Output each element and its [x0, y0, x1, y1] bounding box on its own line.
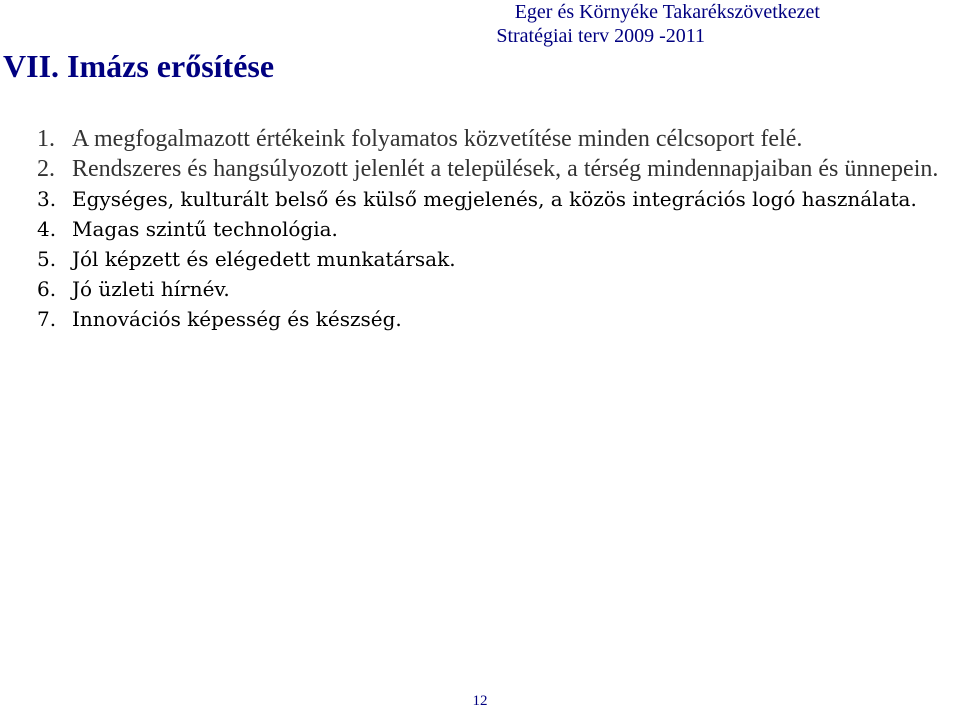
list-item-number: 6.	[37, 277, 57, 301]
list-item-text: Magas szintű technológia.	[72, 217, 338, 241]
list-item-text: Rendszeres és hangsúlyozott jelenlét a települések, a térség mindennapjaiban és ünnepein.	[72, 156, 939, 182]
list-item-text: A megfogalmazott értékeink folyamatos közvetítése minden célcsoport felé.	[72, 126, 803, 152]
section-heading: VII. Imázs erősítése	[3, 48, 275, 84]
list-item-number: 7.	[37, 307, 57, 331]
list-item	[37, 124, 960, 154]
list-item-number: 5.	[37, 247, 57, 271]
list-item-number: 3.	[37, 187, 57, 211]
list-item	[37, 244, 960, 274]
list-item-text: Innovációs képesség és készség.	[72, 307, 402, 331]
list-item	[37, 184, 960, 214]
page-number: 12	[472, 693, 488, 709]
numbered-list	[37, 124, 960, 334]
list-item-number: 2.	[37, 156, 55, 182]
list-item	[37, 304, 960, 334]
list-item-text: Jó üzleti hírnév.	[72, 277, 230, 301]
header-subtitle: Stratégiai terv 2009 -2011	[496, 25, 705, 47]
list-item-text: Jól képzett és elégedett munkatársak.	[72, 247, 456, 271]
list-item	[37, 274, 960, 304]
header-organization: Eger és Környéke Takarékszövetkezet	[514, 1, 820, 23]
list-item-number: 4.	[37, 217, 57, 241]
list-item	[37, 154, 960, 184]
list-item-number: 1.	[37, 126, 55, 152]
list-item-text: Egységes, kulturált belső és külső megjelenés, a közös integrációs logó használata.	[72, 187, 917, 211]
list-item	[37, 214, 960, 244]
